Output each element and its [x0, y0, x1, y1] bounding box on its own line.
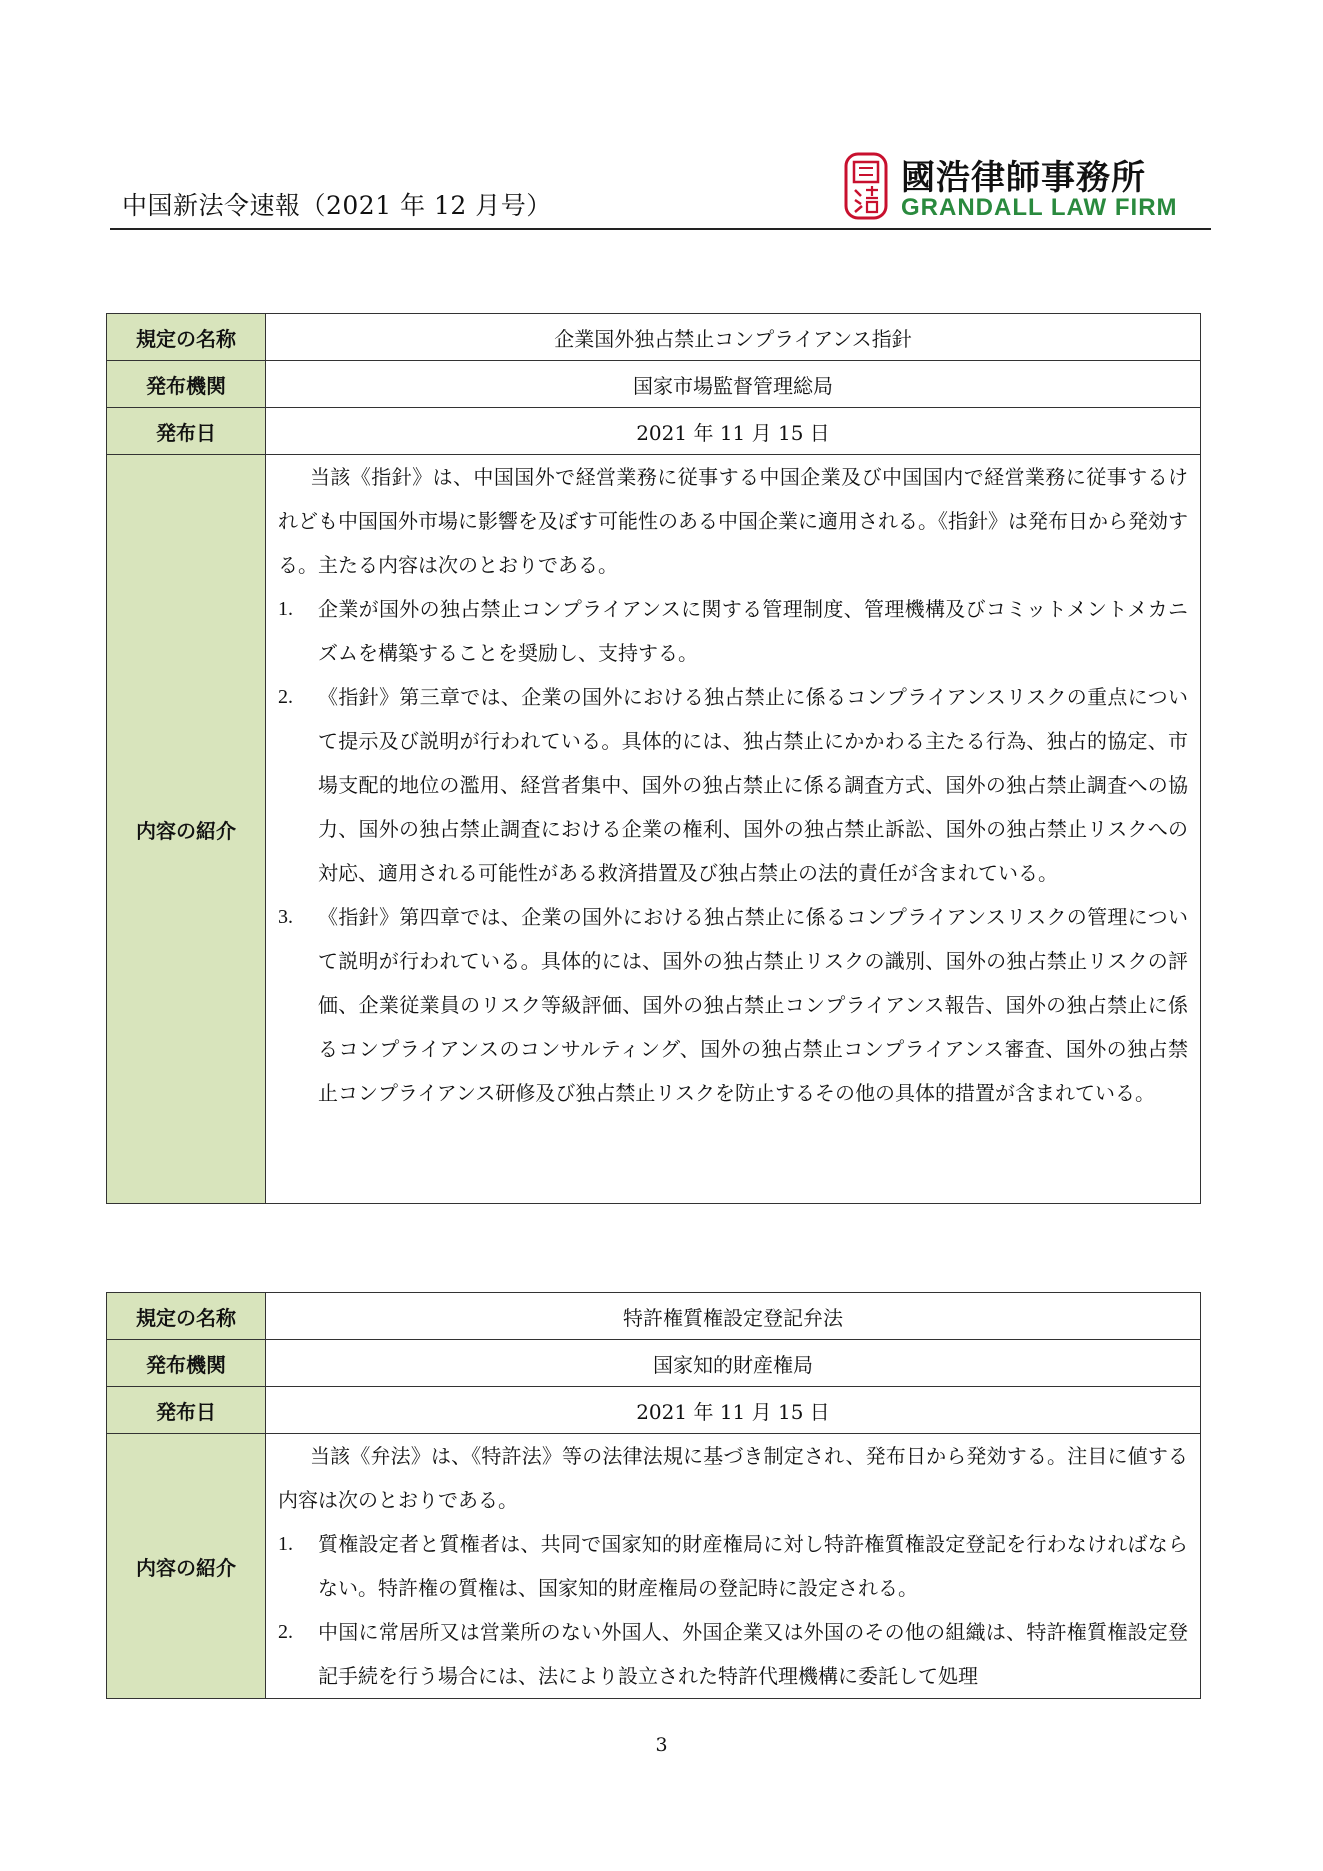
item-number: 1. — [278, 598, 293, 620]
list-item — [278, 895, 1188, 1115]
item-number: 3. — [278, 906, 293, 928]
table-row — [107, 1387, 1201, 1434]
header-divider — [110, 228, 1211, 230]
label-issuer: 発布機関 — [107, 361, 266, 408]
table-row — [107, 361, 1201, 408]
item-text: 《指針》第四章では、企業の国外における独占禁止に係るコンプライアンスリスクの管理について説明が行われている。具体的には、国外の独占禁止リスクの識別、国外の独占禁止リスクの評価、企業従業員のリスク等級評価、国外の独占禁止コンプライアンス報告、国外の独占禁止に係るコンプライアンスのコンサルティング、国外の独占禁止コンプライアンス審査、国外の独占禁止コンプライアンス研修及び独占禁止リスクを防止するその他の具体的措置が含まれている。 — [318, 905, 1188, 1105]
logo-english-name: GRANDALL LAW FIRM — [901, 194, 1178, 221]
regulation-content — [266, 455, 1201, 1204]
regulation-table-1 — [106, 313, 1201, 1204]
item-number: 1. — [278, 1533, 293, 1555]
regulation-table-2 — [106, 1292, 1201, 1699]
item-text: 企業が国外の独占禁止コンプライアンスに関する管理制度、管理機構及びコミットメントメカニズムを構築することを奨励し、支持する。 — [318, 597, 1188, 665]
regulation-issuer: 国家市場監督管理総局 — [266, 361, 1201, 408]
table-row — [107, 1293, 1201, 1340]
newsletter-title: 中国新法令速報（2021 年 12 月号） — [122, 191, 552, 220]
table-row — [107, 455, 1201, 1204]
item-number: 2. — [278, 1621, 293, 1643]
label-name: 規定の名称 — [107, 1293, 266, 1340]
label-issuer: 発布機関 — [107, 1340, 266, 1387]
item-number: 2. — [278, 686, 293, 708]
table-row — [107, 1434, 1201, 1699]
regulation-date: 2021 年 11 月 15 日 — [266, 1387, 1201, 1434]
list-item — [278, 587, 1188, 675]
firm-logo — [841, 150, 1181, 224]
item-text: 中国に常居所又は営業所のない外国人、外国企業又は外国のその他の組織は、特許権質権設定登記手続を行う場合には、法により設立された特許代理機構に委託して処理 — [318, 1620, 1188, 1688]
regulation-date: 2021 年 11 月 15 日 — [266, 408, 1201, 455]
label-date: 発布日 — [107, 1387, 266, 1434]
regulation-name: 特許権質権設定登記弁法 — [266, 1293, 1201, 1340]
label-date: 発布日 — [107, 408, 266, 455]
regulation-content — [266, 1434, 1201, 1699]
page-header — [110, 150, 1211, 230]
page-number: 3 — [655, 1734, 668, 1756]
seal-logo-icon — [841, 150, 891, 222]
regulation-issuer: 国家知的財産権局 — [266, 1340, 1201, 1387]
list-item — [278, 1522, 1188, 1610]
label-content: 内容の紹介 — [107, 1434, 266, 1699]
item-text: 《指針》第三章では、企業の国外における独占禁止に係るコンプライアンスリスクの重点について提示及び説明が行われている。具体的には、独占禁止にかかわる主たる行為、独占的協定、市場支配的地位の濫用、経営者集中、国外の独占禁止に係る調査方式、国外の独占禁止調査への協力、国外の独占禁止調査における企業の権利、国外の独占禁止訴訟、国外の独占禁止リスクへの対応、適用される可能性がある救済措置及び独占禁止の法的責任が含まれている。 — [318, 685, 1188, 885]
label-name: 規定の名称 — [107, 314, 266, 361]
list-item — [278, 675, 1188, 895]
table-row — [107, 1340, 1201, 1387]
regulation-name: 企業国外独占禁止コンプライアンス指針 — [266, 314, 1201, 361]
logo-chinese-name: 國浩律師事務所 — [901, 158, 1146, 198]
list-item — [278, 1610, 1188, 1698]
table-row — [107, 408, 1201, 455]
item-text: 質権設定者と質権者は、共同で国家知的財産権局に対し特許権質権設定登記を行わなければならない。特許権の質権は、国家知的財産権局の登記時に設定される。 — [318, 1532, 1188, 1600]
label-content: 内容の紹介 — [107, 455, 266, 1204]
content-intro: 当該《指針》は、中国国外で経営業務に従事する中国企業及び中国国内で経営業務に従事するけれども中国国外市場に影響を及ぼす可能性のある中国企業に適用される。《指針》は発布日から発効する。主たる内容は次のとおりである。 — [278, 465, 1188, 577]
table-row — [107, 314, 1201, 361]
content-intro: 当該《弁法》は、《特許法》等の法律法規に基づき制定され、発布日から発効する。注目に値する内容は次のとおりである。 — [278, 1444, 1188, 1512]
